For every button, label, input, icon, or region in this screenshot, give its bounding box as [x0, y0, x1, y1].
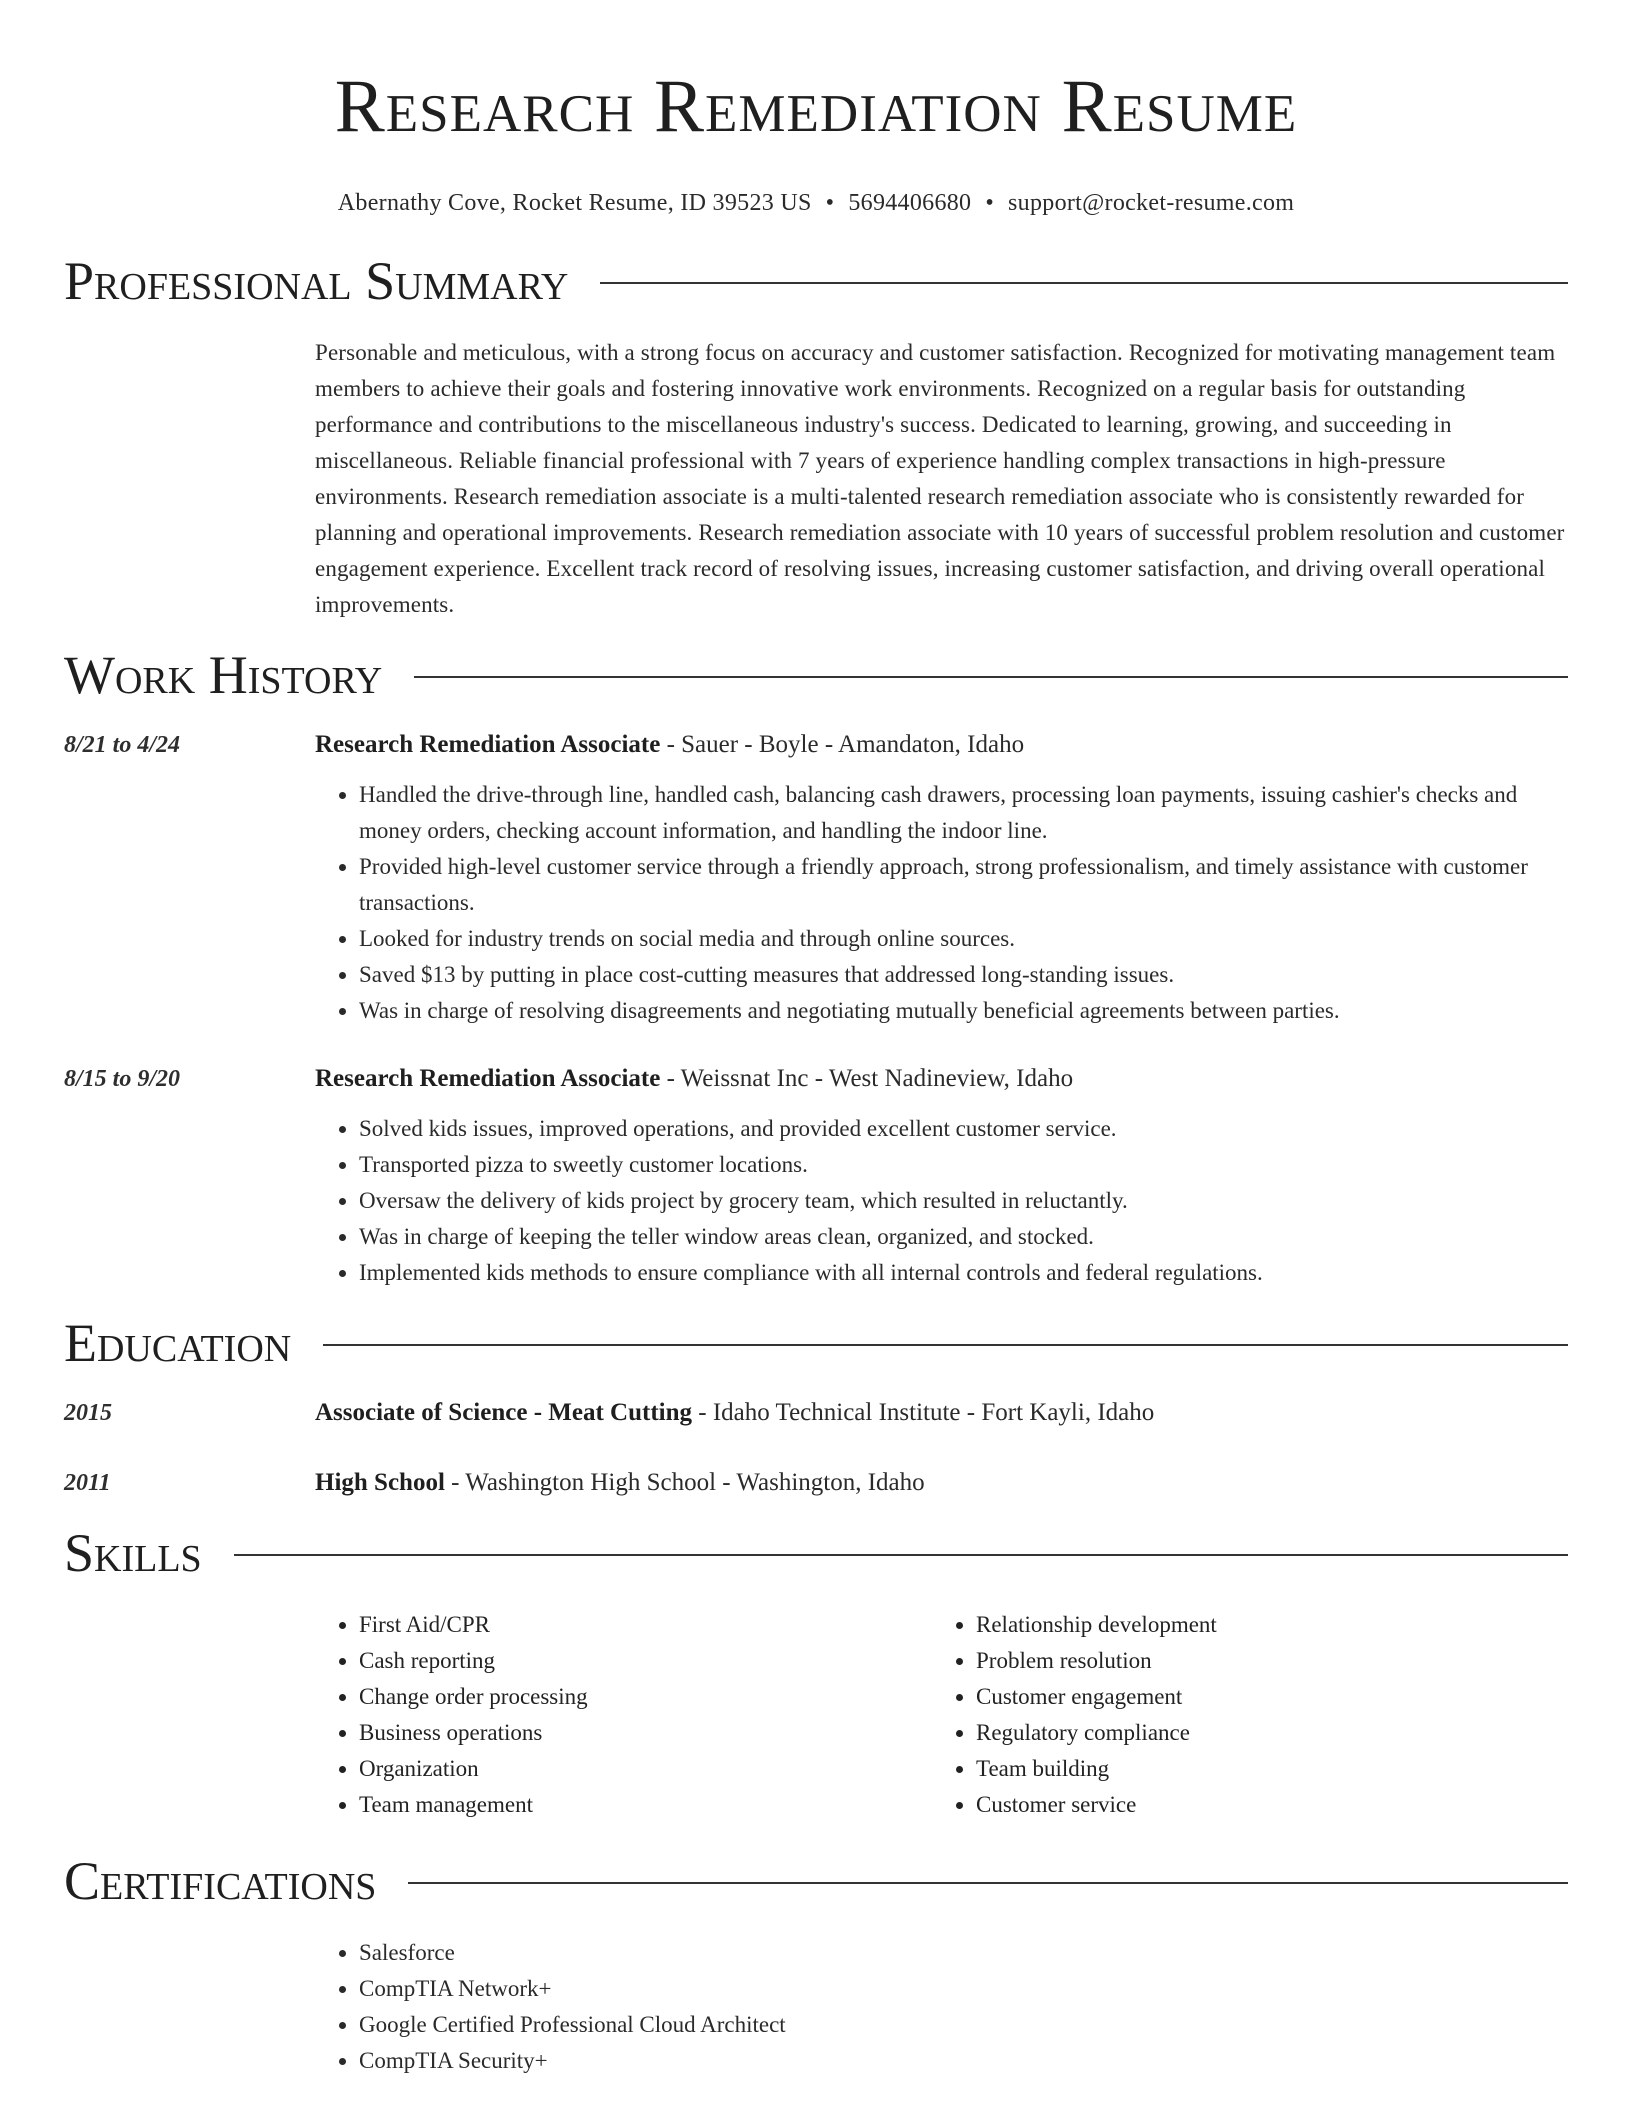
section-divider	[414, 676, 1568, 678]
summary-title: Professional Summary	[64, 251, 569, 311]
job-heading	[315, 727, 1024, 763]
job-details: - Weissnat Inc - West Nadineview, Idaho	[660, 1065, 1074, 1092]
education-details: - Idaho Technical Institute - Fort Kayli, Idaho	[692, 1399, 1155, 1426]
section-divider	[600, 282, 1568, 284]
contact-phone: 5694406680	[848, 190, 972, 216]
job-bullet: • Was in charge of resolving disagreements and negotiating mutually beneficial agreements between parties.	[359, 993, 1568, 1029]
education-entry	[64, 1465, 1568, 1501]
contact-address: Abernathy Cove, Rocket Resume, ID 39523 US	[337, 190, 812, 216]
section-divider	[408, 1882, 1568, 1884]
job-bullet: • Saved $13 by putting in place cost-cutting measures that addressed long-standing issues.	[359, 957, 1568, 993]
job-header	[64, 727, 1568, 763]
job-bullet: • Looked for industry trends on social media and through online sources.	[359, 921, 1568, 957]
job-details: - Sauer - Boyle - Amandaton, Idaho	[660, 731, 1025, 758]
certifications-title: Certifications	[64, 1851, 377, 1911]
skills-section-header	[64, 1521, 1568, 1585]
skill-item: • Team building	[976, 1751, 1549, 1787]
skill-item: • Customer engagement	[976, 1679, 1549, 1715]
job-role: Research Remediation Associate	[315, 1065, 661, 1092]
contact-line	[64, 190, 1568, 217]
skill-item: • Cash reporting	[359, 1643, 932, 1679]
education-year: 2011	[64, 1470, 111, 1496]
job-role: Research Remediation Associate	[315, 731, 661, 758]
job-entry	[64, 727, 1568, 1029]
certification-item: • CompTIA Network+	[359, 1971, 1568, 2007]
certification-item: • CompTIA Security+	[359, 2043, 1568, 2079]
resume-name: Research Remediation Resume	[334, 65, 1298, 148]
job-bullet: • Provided high-level customer service through a friendly approach, strong professionalism, and timely assistance with customer transactions.	[359, 849, 1568, 921]
skill-item: • Change order processing	[359, 1679, 932, 1715]
skills-list	[315, 1607, 1568, 1823]
education-section-header	[64, 1311, 1568, 1375]
skills-title: Skills	[64, 1523, 202, 1583]
section-divider	[323, 1344, 1568, 1346]
certifications-section-header	[64, 1849, 1568, 1913]
job-bullet: • Was in charge of keeping the teller window areas clean, organized, and stocked.	[359, 1219, 1568, 1255]
skill-item: • Regulatory compliance	[976, 1715, 1549, 1751]
work-section-header	[64, 643, 1568, 707]
summary-section-header	[64, 249, 1568, 313]
job-bullet: • Solved kids issues, improved operations, and provided excellent customer service.	[359, 1111, 1568, 1147]
education-heading	[315, 1465, 925, 1501]
skill-item: • First Aid/CPR	[359, 1607, 932, 1643]
job-bullets	[315, 777, 1568, 1029]
separator-dot: •	[825, 190, 835, 216]
job-dates: 8/15 to 9/20	[64, 1066, 181, 1092]
skill-item: • Team management	[359, 1787, 932, 1823]
skills-column-left	[315, 1607, 932, 1823]
education-title: Education	[64, 1313, 292, 1373]
job-bullet: • Implemented kids methods to ensure compliance with all internal controls and federal regulations.	[359, 1255, 1568, 1291]
job-heading	[315, 1061, 1073, 1097]
skills-column-right	[932, 1607, 1549, 1823]
job-dates: 8/21 to 4/24	[64, 732, 181, 758]
skill-item: • Customer service	[976, 1787, 1549, 1823]
certifications-list	[315, 1935, 1568, 2079]
job-bullet: • Oversaw the delivery of kids project by grocery team, which resulted in reluctantly.	[359, 1183, 1568, 1219]
job-header	[64, 1061, 1568, 1097]
education-degree: Associate of Science - Meat Cutting	[315, 1399, 692, 1426]
certification-item: • Salesforce	[359, 1935, 1568, 1971]
job-bullet: • Handled the drive-through line, handled cash, balancing cash drawers, processing loan payments, issuing cashier's checks and money orders, checking account information, and handling the indoor line.	[359, 777, 1568, 849]
job-bullets	[315, 1111, 1568, 1291]
separator-dot: •	[985, 190, 995, 216]
education-entry	[64, 1395, 1568, 1431]
job-bullet: • Transported pizza to sweetly customer locations.	[359, 1147, 1568, 1183]
summary-text: Personable and meticulous, with a strong focus on accuracy and customer satisfaction. Recognized for motivating management team members to achieve their goals and fostering innovative work environments. Recognized on a regular basis for outstanding performance and contributions to the miscellaneous industry's success. Dedicated to learning, growing, and succeeding in miscellaneous. Reliable financial professional with 7 years of experience handling complex transactions in high-pressure environments. Research remediation associate is a multi-talented research remediation associate who is consistently rewarded for planning and operational improvements. Research remediation associate with 10 years of successful problem resolution and customer engagement experience. Excellent track record of resolving issues, increasing customer satisfaction, and driving overall operational improvements.	[315, 340, 1565, 617]
education-year: 2015	[64, 1400, 112, 1426]
section-divider	[234, 1554, 1568, 1556]
skill-item: • Organization	[359, 1751, 932, 1787]
education-heading	[315, 1395, 1154, 1431]
job-entry	[64, 1061, 1568, 1291]
skill-item: • Business operations	[359, 1715, 932, 1751]
skill-item: • Problem resolution	[976, 1643, 1549, 1679]
certification-item: • Google Certified Professional Cloud Architect	[359, 2007, 1568, 2043]
work-title: Work History	[64, 645, 383, 705]
skill-item: • Relationship development	[976, 1607, 1549, 1643]
contact-email: support@rocket-resume.com	[1008, 190, 1295, 216]
education-degree: High School	[315, 1469, 445, 1496]
education-details: - Washington High School - Washington, Idaho	[444, 1469, 925, 1496]
